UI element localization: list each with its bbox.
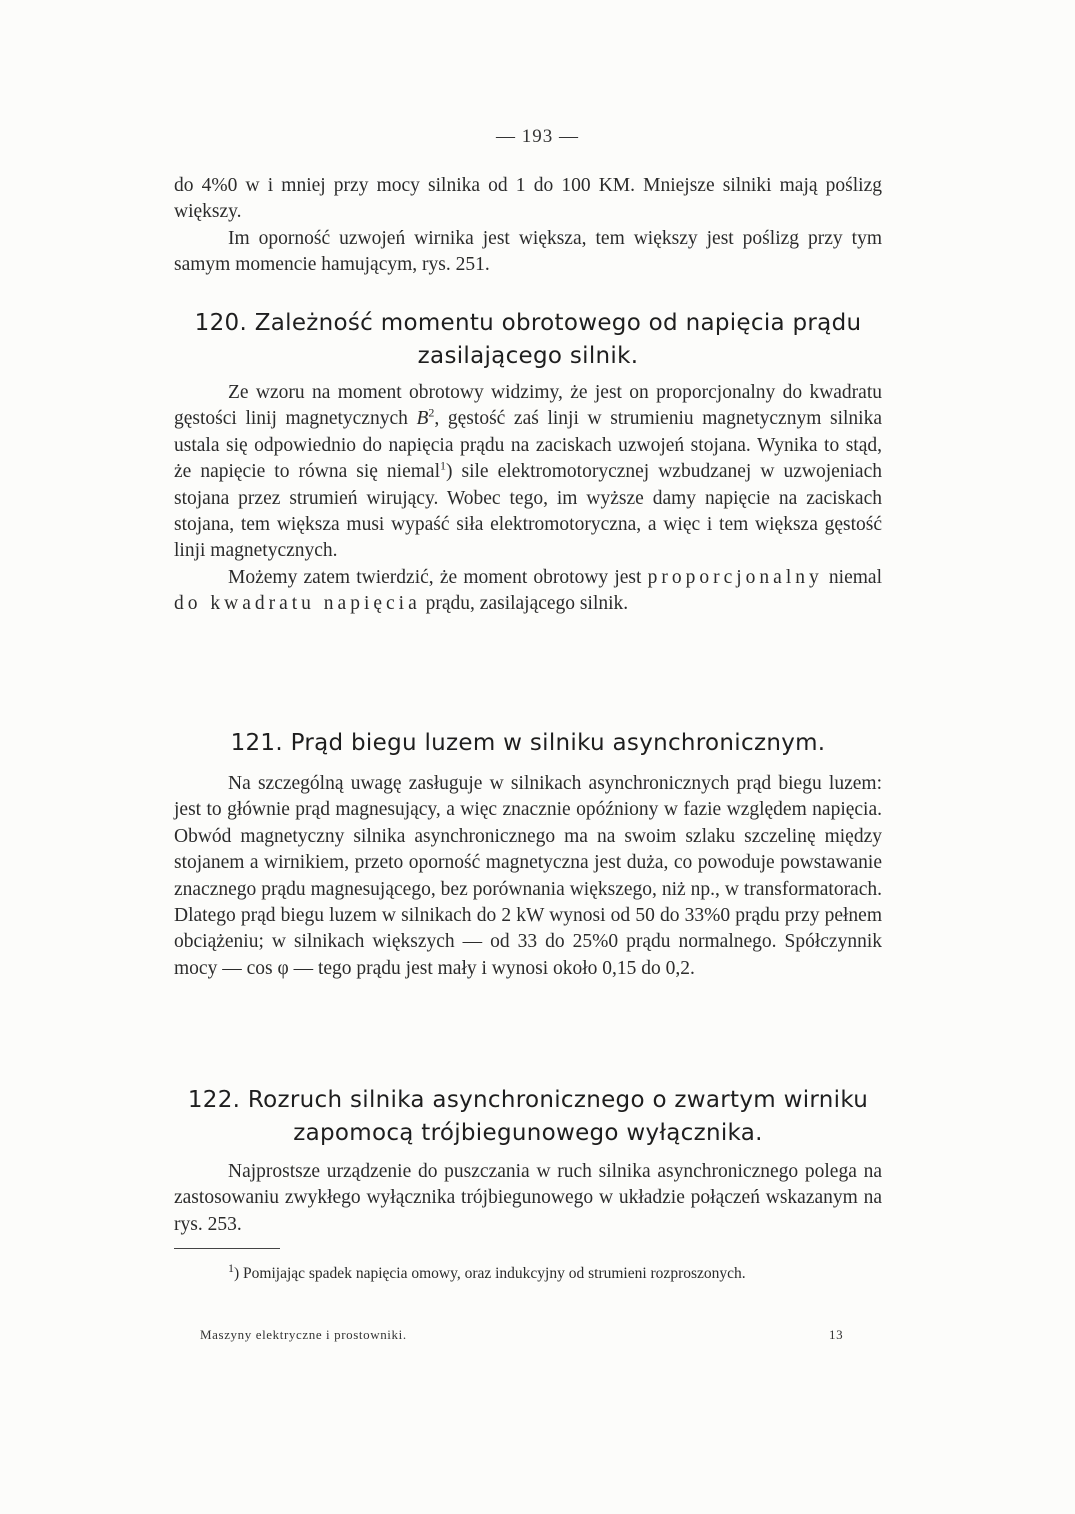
paragraph [174, 565, 882, 618]
section-title: Rozruch silnika asynchronicznego o zwartym wirniku [247, 1087, 869, 1113]
section-120-body [174, 380, 882, 618]
section-title: Zależność momentu obrotowego od napięcia prądu [254, 310, 862, 336]
section-120-heading [174, 307, 882, 373]
text-run: Możemy zatem twierdzić, że moment obrotowy jest [228, 566, 648, 588]
section-title-line2: zasilającego silnik. [417, 343, 639, 369]
text-run: , gęstość zaś linji w strumieniu magnetycznym silnika ustala się odpowiednio do napięcia prądu na zaciskach uzwojeń stojana. Wynika to stąd, że napięcie to równa się niemal [174, 408, 882, 483]
footnote [174, 1262, 882, 1285]
paragraph: Najprostsze urządzenie do puszczania w ruch silnika asynchronicznego polega na zastosowaniu zwykłego wyłącznika trójbiegunowego w układzie połączeń wskazanym na rys. 253. [174, 1161, 882, 1235]
section-122-heading [174, 1084, 882, 1150]
section-121-heading [174, 727, 882, 760]
paragraph [174, 380, 882, 565]
spaced-emphasis: proporcjonalny [647, 566, 823, 588]
text-run: prądu, zasilającego silnik. [420, 593, 629, 615]
signature-line: Maszyny elektryczne i prostowniki. [200, 1327, 407, 1342]
paragraph: Na szczególną uwagę zasługuje w silnikach asynchronicznych prąd biegu luzem: jest to głównie prąd magnesujący, a więc znacznie opóźniony w fazie względem napięcia. Obwód magnetyczny silnika asynchronicznego ma na swoim szlaku szczelinę między stojanem a wirnikiem, przeto oporność magnetyczna jest duża, co powoduje powstawanie znacznego prądu magnesującego, bez porównania większego, niż np., w transformatorach. Dlatego prąd biegu luzem w silnikach do 2 kW wynosi od 50 do 33%0 prądu przy pełnem obciążeniu; w silnikach większych — od 33 do 25%0 prądu normalnego. Spółczynnik mocy — cos φ — tego prądu jest mały i wynosi około 0,15 do 0,2. [174, 773, 882, 979]
section-number: 120. [194, 310, 248, 336]
section-number: 122. [187, 1087, 241, 1113]
section-number: 121. [230, 730, 283, 756]
section-title-line2: zapomocą trójbiegunowego wyłącznika. [293, 1120, 763, 1146]
section-121-body [174, 771, 882, 982]
paragraph: Im oporność uzwojeń wirnika jest większa, tem większy jest poślizg przy tym samym momencie hamującym, rys. 251. [174, 227, 882, 276]
continuation-text [174, 173, 882, 279]
spaced-emphasis: do kwadratu napięcia [174, 593, 421, 615]
section-title: Prąd biegu luzem w silniku asynchronicznym. [290, 730, 826, 756]
variable: B [416, 408, 429, 430]
signature-number: 13 [829, 1327, 844, 1342]
footnote-text: ) Pomijając spadek napięcia omowy, oraz indukcyjny od strumieni rozproszonych. [234, 1265, 746, 1282]
section-122-body [174, 1159, 882, 1238]
page-number: — 193 — [496, 126, 579, 147]
footnote-rule [174, 1248, 280, 1249]
paragraph: do 4%0 w i mniej przy mocy silnika od 1 do 100 KM. Mniejsze silniki mają poślizg większy. [174, 175, 882, 223]
text-run: ) sile elektromotorycznej wzbudzanej w uzwojeniach stojana przez strumień wirujący. Wobec tego, im wyższe damy napięcie na zaciskach stojana, tem większa musi wypaść siła elektromotoryczna, a więc i tem większa gęstość linji magnetycznych. [174, 461, 882, 562]
text-run: niemal [822, 566, 882, 588]
text-run: Ze wzoru na moment obrotowy widzimy, że jest on proporcjonalny do kwadratu gęstości linij magnetycznych [174, 382, 882, 430]
footnote-ref: 1 [439, 458, 446, 473]
superscript: 2 [428, 405, 435, 420]
footnote-mark: 1 [228, 1260, 234, 1275]
